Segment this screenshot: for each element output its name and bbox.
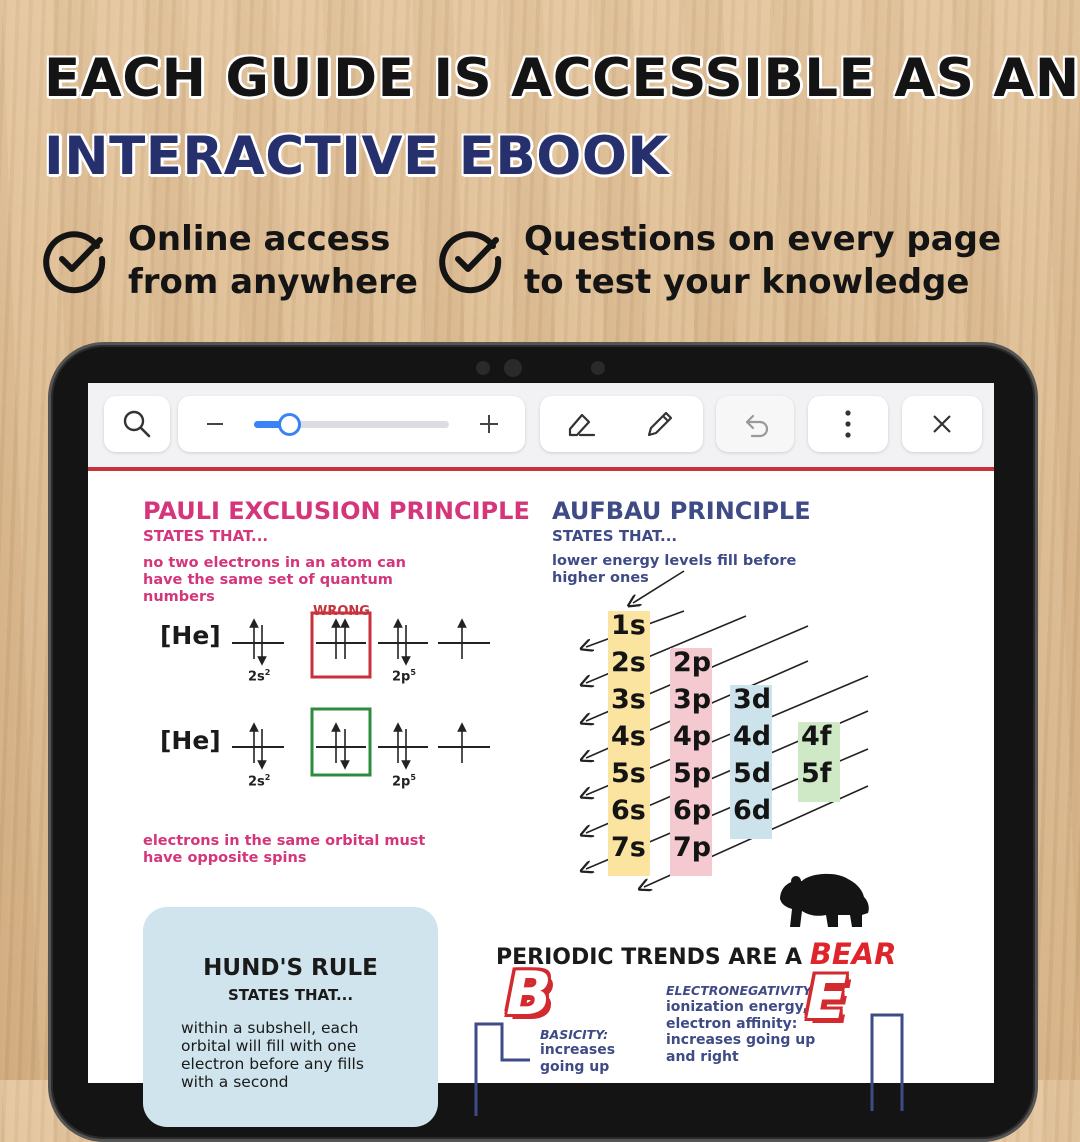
search-icon xyxy=(122,409,152,439)
pencil-icon[interactable] xyxy=(644,408,676,440)
orbital-label: 6d xyxy=(733,795,772,826)
orbital-label: 5d xyxy=(733,758,772,789)
headline-line-2: INTERACTIVE EBOOK xyxy=(44,126,669,187)
hund-body: within a subshell, each orbital will fill with one electron before any fills with a second xyxy=(181,1019,364,1091)
letter-e: E xyxy=(806,963,847,1033)
hund-title: HUND'S RULE xyxy=(203,955,378,981)
zoom-slider-thumb[interactable] xyxy=(278,413,301,436)
orbital-label: 4p xyxy=(673,721,712,752)
camera-dot xyxy=(476,361,490,375)
annotation-tools xyxy=(540,396,703,452)
orbital-label: 3p xyxy=(673,684,712,715)
he-core-label: [He] xyxy=(160,726,221,755)
orbital-label: 5f xyxy=(801,758,832,789)
label-2s: $2s^2$ xyxy=(248,773,271,790)
search-button[interactable] xyxy=(104,396,170,452)
ebook-page xyxy=(88,471,994,1091)
aufbau-arrow xyxy=(633,571,684,603)
orbital-label: 5s xyxy=(611,758,646,789)
highlighter-icon[interactable] xyxy=(564,409,598,439)
pauli-title: PAULI EXCLUSION PRINCIPLE xyxy=(143,497,530,525)
minus-icon[interactable] xyxy=(205,414,225,434)
orbital-label: 3s xyxy=(611,684,646,715)
pauli-subtitle: STATES THAT... xyxy=(143,527,269,545)
periodic-outline xyxy=(472,1016,532,1116)
feature-line: to test your knowledge xyxy=(524,262,970,302)
camera-lens xyxy=(504,359,522,377)
letter-b: B xyxy=(506,959,552,1029)
feature-text xyxy=(524,218,1001,304)
bear-icon xyxy=(776,869,872,931)
feature-line: from anywhere xyxy=(128,262,418,302)
orbital-label: 7s xyxy=(611,832,646,863)
basicity-body: increases going up xyxy=(540,1042,616,1075)
feature-line: Online access xyxy=(128,219,391,259)
orbital-label: 6s xyxy=(611,795,646,826)
aufbau-subtitle: STATES THAT... xyxy=(552,527,678,545)
electronegativity-body: ionization energy, electron affinity: increases going up and right xyxy=(666,999,816,1065)
zoom-slider[interactable] xyxy=(254,421,449,428)
electronegativity-heading: ELECTRONEGATIVITY, xyxy=(666,983,815,998)
headline-line-1: EACH GUIDE IS ACCESSIBLE AS AN xyxy=(44,48,1080,109)
orbital-label: 1s xyxy=(611,610,646,641)
periodic-outline-right xyxy=(868,1011,908,1111)
hund-subtitle: STATES THAT... xyxy=(227,986,354,1004)
he-core-label: [He] xyxy=(160,621,221,650)
check-circle-icon xyxy=(438,226,504,292)
reader-toolbar xyxy=(88,383,994,467)
more-button[interactable] xyxy=(808,396,888,452)
undo-icon xyxy=(740,410,770,440)
feature-questions xyxy=(438,218,1001,304)
pauli-footer: electrons in the same orbital must have opposite spins xyxy=(143,833,426,866)
orbital-label: 2s xyxy=(611,647,646,678)
bear-title: PERIODIC TRENDS ARE A BEAR xyxy=(496,937,897,971)
ebook-screen xyxy=(88,383,994,1091)
orbital-label: 4s xyxy=(611,721,646,752)
label-2s: $2s^2$ xyxy=(248,668,271,685)
camera-dot xyxy=(591,361,605,375)
feature-text xyxy=(128,218,418,304)
undo-button[interactable] xyxy=(716,396,794,452)
wrong-label: WRONG xyxy=(313,604,370,619)
check-circle-icon xyxy=(42,226,108,292)
plus-icon[interactable] xyxy=(478,413,500,435)
more-vertical-icon xyxy=(843,409,853,439)
orbital-label: 7p xyxy=(673,832,712,863)
orbital-label: 2p xyxy=(673,647,712,678)
basicity-heading: BASICITY: xyxy=(540,1027,609,1042)
feature-line: Questions on every page xyxy=(524,219,1002,259)
pauli-body: no two electrons in an atom can have the same set of quantum numbers xyxy=(143,555,406,605)
zoom-control xyxy=(178,396,525,452)
orbital-label: 6p xyxy=(673,795,712,826)
aufbau-body: lower energy levels fill before higher ones xyxy=(552,553,797,586)
hund-card xyxy=(143,907,438,1127)
aufbau-title: AUFBAU PRINCIPLE xyxy=(552,497,811,525)
label-2p: $2p^5$ xyxy=(392,773,416,790)
orbital-label: 4f xyxy=(801,721,832,752)
feature-online-access xyxy=(42,218,418,304)
orbital-label: 4d xyxy=(733,721,772,752)
close-icon xyxy=(931,413,953,435)
orbital-label: 3d xyxy=(733,684,772,715)
label-2p: $2p^5$ xyxy=(392,668,416,685)
bear-word: BEAR xyxy=(809,937,897,971)
orbital-label: 5p xyxy=(673,758,712,789)
close-button[interactable] xyxy=(902,396,982,452)
